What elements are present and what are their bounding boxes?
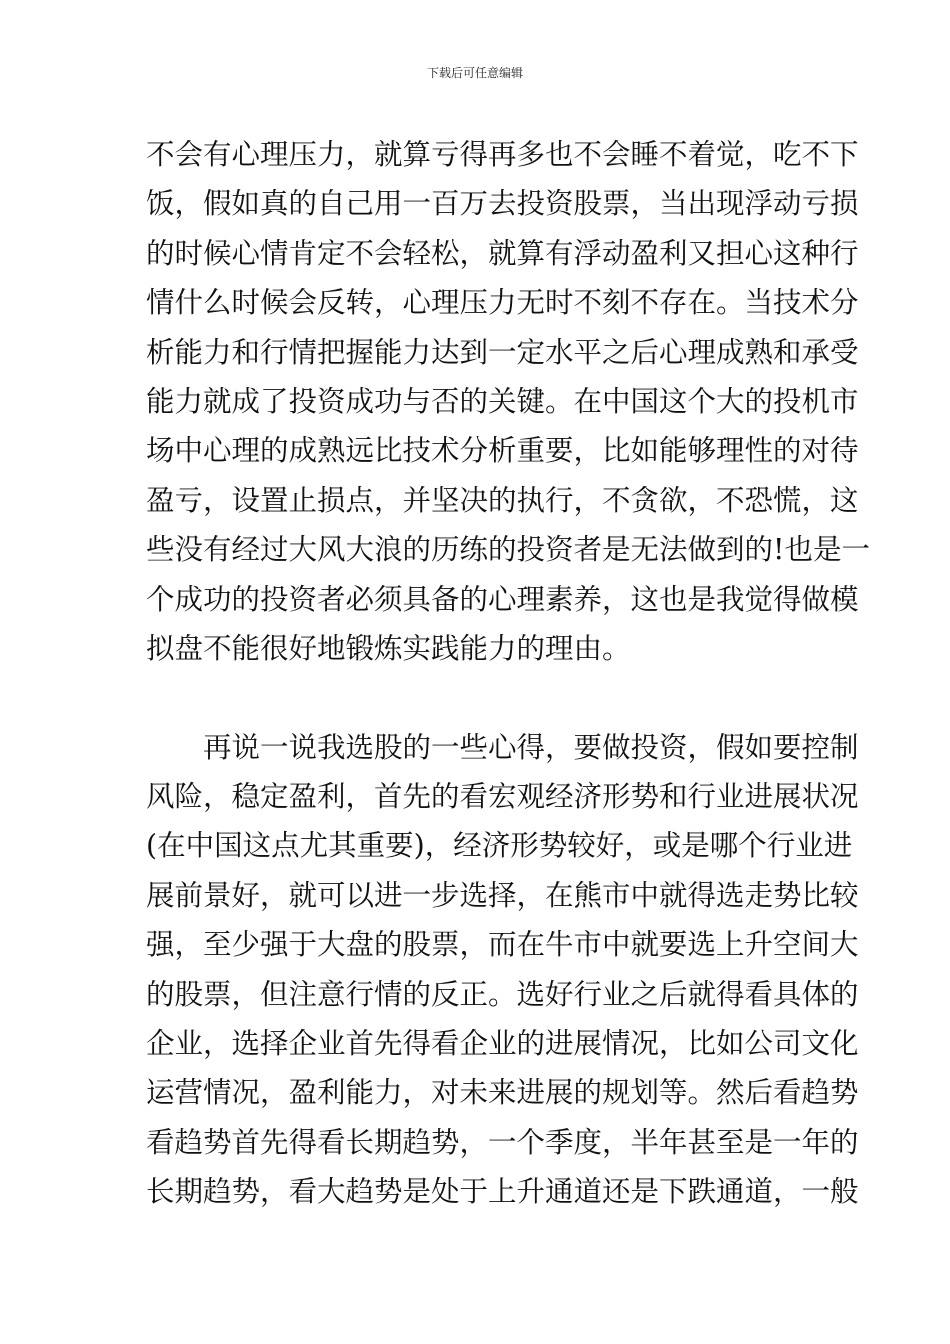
text-line: 长期趋势，看大趋势是处于上升通道还是下跌通道，一般 bbox=[146, 1175, 859, 1209]
page-header: 下载后可任意编辑 bbox=[426, 66, 523, 80]
text-line: 强，至少强于大盘的股票，而在牛市中就要选上升空间大 bbox=[146, 928, 859, 962]
text-line: 的时候心情肯定不会轻松，就算有浮动盈利又担心这种行 bbox=[146, 236, 859, 270]
text-line: 风险，稳定盈利，首先的看宏观经济形势和行业进展状况 bbox=[146, 780, 859, 814]
body-text bbox=[146, 130, 870, 1217]
text-line: 的股票，但注意行情的反正。选好行业之后就得看具体的 bbox=[146, 977, 859, 1011]
text-line: 不会有心理压力，就算亏得再多也不会睡不着觉，吃不下 bbox=[146, 138, 859, 171]
text-line: 再说一说我选股的一些心得，要做投资，假如要控制 bbox=[203, 730, 859, 764]
text-line: 展前景好，就可以进一步选择，在熊市中就得选走势比较 bbox=[146, 878, 859, 912]
text-line: 企业，选择企业首先得看企业的进展情况，比如公司文化 bbox=[146, 1027, 859, 1061]
paragraph-1 bbox=[146, 130, 870, 673]
text-line: 个成功的投资者必须具备的心理素养，这也是我觉得做模 bbox=[146, 582, 859, 616]
text-line: 些没有经过大风大浪的历练的投资者是无法做到的!也是一 bbox=[146, 533, 870, 567]
text-line: 运营情况，盈利能力，对未来进展的规划等。然后看趋势 bbox=[146, 1076, 859, 1110]
text-line: 场中心理的成熟远比技术分析重要，比如能够理性的对待 bbox=[146, 434, 859, 468]
text-line: 盈亏，设置止损点，并坚决的执行，不贪欲，不恐慌，这 bbox=[146, 483, 859, 517]
text-line: 饭，假如真的自己用一百万去投资股票，当出现浮动亏损 bbox=[146, 187, 859, 221]
paragraph-2 bbox=[146, 723, 859, 1217]
text-line: 拟盘不能很好地锻炼实践能力的理由。 bbox=[146, 631, 631, 665]
text-line: 析能力和行情把握能力达到一定水平之后心理成熟和承受 bbox=[146, 335, 859, 369]
text-line: 能力就成了投资成功与否的关键。在中国这个大的投机市 bbox=[146, 384, 859, 418]
paragraph-gap bbox=[146, 673, 806, 722]
text-line: (在中国这点尤其重要)，经济形势较好，或是哪个行业进 bbox=[146, 829, 853, 863]
text-line: 看趋势首先得看长期趋势，一个季度，半年甚至是一年的 bbox=[146, 1125, 859, 1159]
text-line: 情什么时候会反转，心理压力无时不刻不存在。当技术分 bbox=[146, 286, 859, 320]
